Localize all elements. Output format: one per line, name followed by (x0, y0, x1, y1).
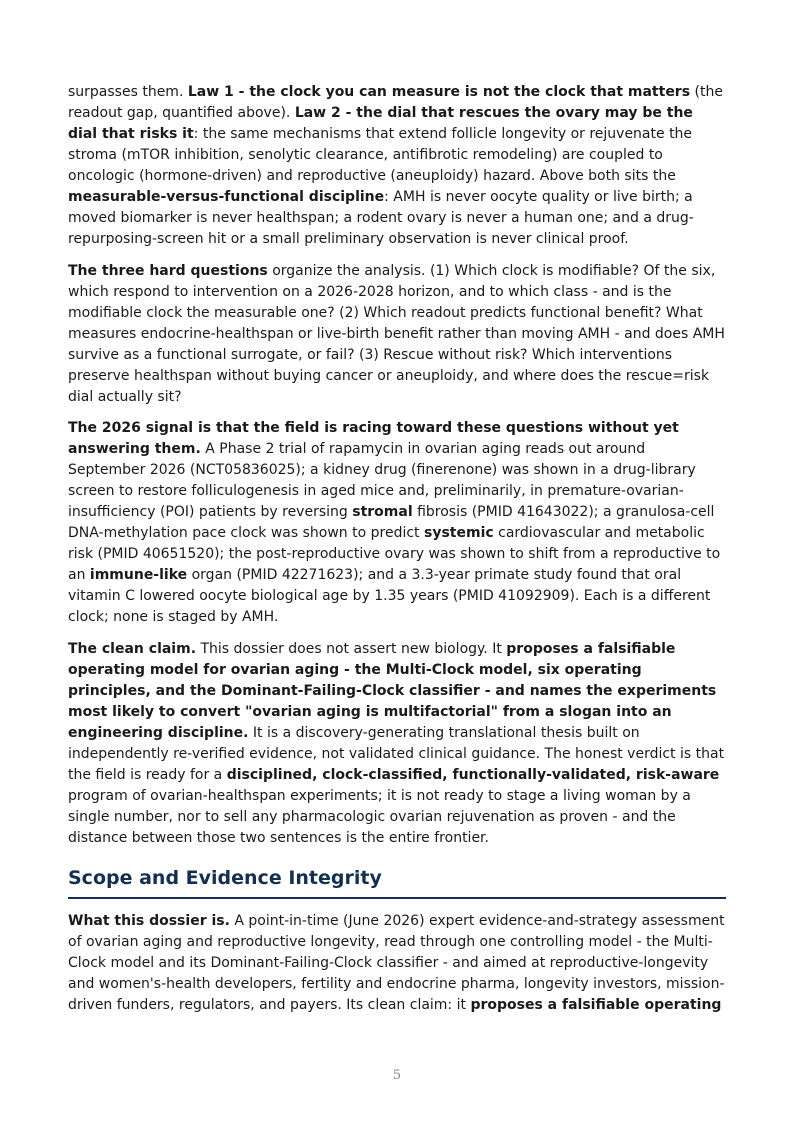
text-run: program of ovarian-healthspan experiments; it is not ready to stage a living woman by a single number, nor to sell any pharmacologic ovarian rejuvenation as proven - and the distance between those two sentences is the entire frontier. (68, 787, 691, 846)
stromal-bold: stromal (352, 504, 413, 520)
page-content (68, 82, 726, 1026)
text-run: This dossier does not assert new biology. It (196, 640, 507, 657)
page-number: 5 (392, 1068, 402, 1083)
program-bold: disciplined, clock-classified, functionally-validated, risk-aware (226, 766, 720, 783)
text-run: A point-in-time (June 2026) expert evidence-and-strategy assessment of ovarian aging and reproductive longevity, read through one controlling model - the Multi-Clock model and its Dominant-Failing-Clock classifier - and aimed at reproductive-longevity and women's-health developers, fertility and endocrine pharma, longevity investors, mission-driven funders, regulators, and payers. Its clean claim: it (68, 912, 725, 1013)
paragraph-laws (68, 82, 726, 250)
section-heading: Scope and Evidence Integrity (68, 865, 726, 899)
discipline-bold: measurable-versus-functional discipline (68, 189, 385, 205)
text-run: It is a discovery-generating translational thesis built on independently re-verified evidence, not validated clinical guidance. The honest verdict is that the field is ready for a (68, 724, 725, 783)
text-run: : AMH is never oocyte quality or live birth; a moved biomarker is never healthspan; a rodent ovary is never a human one; and a drug-repurposing-screen hit or a small preliminary observation is never clinical proof. (68, 189, 694, 247)
immune-like-bold: immune-like (89, 567, 188, 583)
text-run: surpasses them. (68, 84, 188, 100)
text-run: cardiovascular and metabolic risk (PMID 40651520); the post-reproductive ovary was shown to shift from a reproductive to an (68, 525, 721, 583)
paragraph-2026-signal (68, 418, 726, 628)
text-run: : the same mechanisms that extend follicle longevity or rejuvenate the stroma (mTOR inhibition, senolytic clearance, antifibrotic remodeling) are coupled to oncologic (hormone-driven) and reproductive (aneuploidy) hazard. Above both sits the (68, 126, 693, 184)
text-run: (the readout gap, quantified above). (68, 84, 723, 121)
paragraph-what-this-is (68, 911, 726, 1016)
clean-claim-bold: The clean claim. (68, 640, 197, 657)
paragraph-clean-claim (68, 639, 726, 849)
proposes-bold: proposes a falsifiable operating (470, 996, 722, 1013)
signal-bold: The 2026 signal is that the field is racing toward these questions without yet answering them. (68, 420, 679, 457)
law-2-bold: Law 2 - the dial that rescues the ovary may be the dial that risks it (68, 105, 693, 142)
proposal-bold: proposes a falsifiable operating model for ovarian aging - the Multi-Clock model, six operating principles, and the Dominant-Failing-Clock classifier - and names the experiments most likely to convert "ovarian aging is multifactorial" from a slogan into an engineering discipline. (68, 640, 717, 741)
three-questions-bold: The three hard questions (68, 262, 268, 279)
text-run: organize the analysis. (1) Which clock is modifiable? Of the six, which respond to intervention on a 2026-2028 horizon, and to which class - and is the modifiable clock the measurable one? (2) Which readout predicts functional benefit? What measures endocrine-healthspan or live-birth benefit rather than moving AMH - and does AMH survive as a functional surrogate, or fail? (3) Rescue without risk? Which interventions preserve healthspan without buying cancer or aneuploidy, and where does the rescue=risk dial actually sit? (68, 262, 725, 405)
law-1-bold: Law 1 - the clock you can measure is not the clock that matters (187, 84, 691, 100)
what-this-is-bold: What this dossier is. (68, 912, 230, 929)
text-run: A Phase 2 trial of rapamycin in ovarian aging reads out around September 2026 (NCT05836025); a kidney drug (finerenone) was shown in a drug-library screen to restore folliculogenesis in aged mice and, preliminarily, in premature-ovarian-insufficiency (POI) patients by reversing (68, 441, 696, 520)
systemic-bold: systemic (424, 525, 494, 541)
text-run: organ (PMID 42271623); and a 3.3-year primate study found that oral vitamin C lowered oocyte biological age by 1.35 years (PMID 41092909). Each is a different clock; none is staged by AMH. (68, 567, 711, 625)
paragraph-three-questions (68, 261, 726, 408)
text-run: fibrosis (PMID 41643022); a granulosa-cell DNA-methylation pace clock was shown to predict (68, 504, 715, 541)
